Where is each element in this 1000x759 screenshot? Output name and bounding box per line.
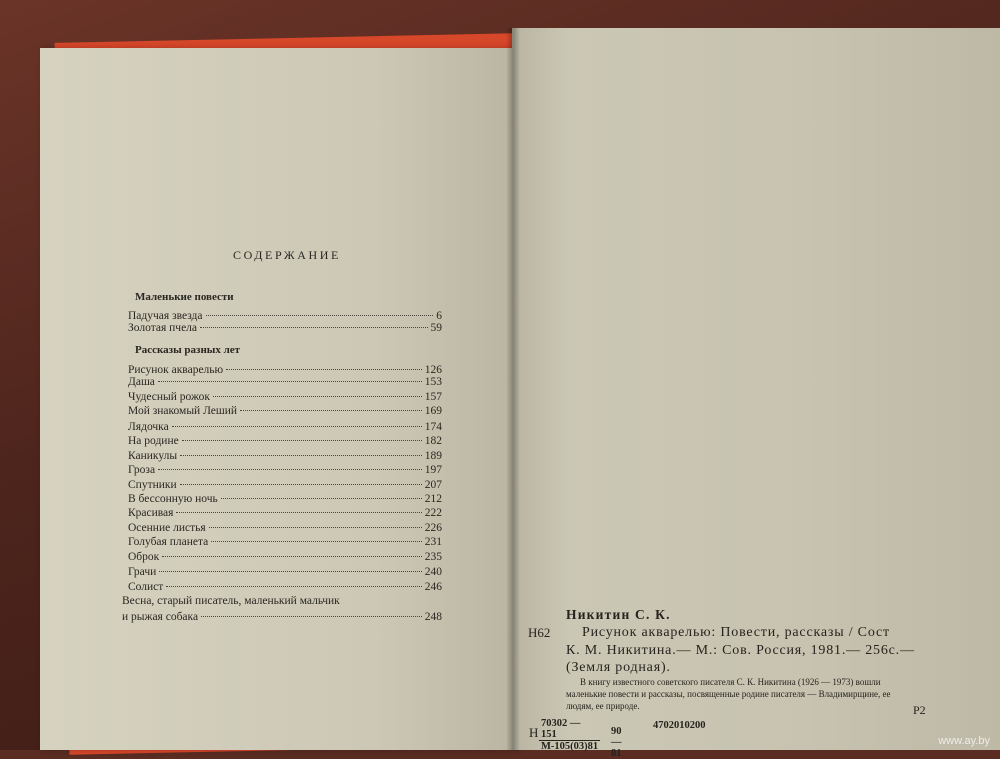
- annotation: [566, 676, 946, 712]
- code-numerator: 70302 — 151: [539, 718, 600, 741]
- toc-entry-page: 197: [424, 464, 442, 476]
- code-denominator: М-105(03)81: [541, 741, 599, 752]
- toc-entry: [128, 534, 442, 550]
- toc-entry: [128, 549, 442, 565]
- dot-leader: [226, 369, 422, 370]
- toc-entry: [128, 433, 442, 449]
- dot-leader: [158, 381, 422, 382]
- dot-leader: [206, 315, 434, 316]
- toc-entry: [128, 403, 442, 419]
- toc-entry-page: 240: [424, 566, 442, 578]
- bib-line: (Земля родная).: [566, 660, 671, 675]
- dot-leader: [240, 410, 422, 411]
- toc-entry-page: 182: [424, 435, 442, 447]
- toc-entry-title: Солист: [128, 581, 164, 593]
- toc-entry-title: Гроза: [128, 464, 156, 476]
- dot-leader: [201, 616, 422, 617]
- toc-entry-page: 222: [424, 507, 442, 519]
- code-number: 4702010200: [653, 720, 706, 731]
- classification-code: Р2: [913, 703, 926, 717]
- binding-stitch: [512, 300, 514, 306]
- annotation-line: маленькие повести и рассказы, посвященные родине писателя — Владимирщине, ее: [566, 689, 891, 699]
- toc-entry-page: 212: [424, 493, 442, 505]
- bibliographic-description: [566, 624, 962, 677]
- dot-leader: [180, 455, 422, 456]
- toc-entry-title: Грачи: [128, 566, 157, 578]
- book-gutter: [506, 28, 520, 750]
- dot-leader: [158, 469, 422, 470]
- dot-leader: [180, 484, 422, 485]
- toc-entry-title: Рисунок акварелью: [128, 364, 224, 376]
- library-code: Н62: [528, 625, 551, 640]
- toc-entry-page: 157: [424, 391, 442, 403]
- toc-entry-page: 246: [424, 581, 442, 593]
- toc-entry-page: 235: [424, 551, 442, 563]
- toc-entry: [122, 609, 442, 625]
- toc-entry-title: Лядочка: [128, 421, 169, 433]
- section-heading: Рассказы разных лет: [135, 344, 241, 356]
- toc-entry-page: 189: [424, 450, 442, 462]
- annotation-line: людям, ее природе.: [566, 701, 640, 711]
- toc-entry: [128, 579, 442, 595]
- toc-entry-title-line1: Весна, старый писатель, маленький мальчик: [122, 595, 340, 607]
- toc-entry-title: Красивая: [128, 507, 174, 519]
- toc-entry-title: Мой знакомый Леший: [128, 405, 238, 417]
- binding-stitch: [512, 120, 514, 126]
- dot-leader: [159, 571, 421, 572]
- toc-entry: [128, 374, 442, 390]
- toc-entry-title: Чудесный рожок: [128, 391, 210, 403]
- toc-entry-page: 169: [424, 405, 442, 417]
- toc-entry-page: 226: [424, 522, 442, 534]
- toc-entry-title: Осенние листья: [128, 522, 206, 534]
- toc-entry-title: Падучая звезда: [128, 310, 203, 322]
- toc-entry: [128, 505, 442, 521]
- dot-leader: [182, 440, 422, 441]
- toc-entry-page: 6: [436, 310, 442, 322]
- toc-entry-page: 153: [424, 376, 442, 388]
- toc-title: СОДЕРЖАНИЕ: [233, 248, 341, 262]
- binding-stitch: [512, 480, 514, 486]
- dot-leader: [172, 426, 422, 427]
- section-heading: Маленькие повести: [135, 291, 234, 303]
- toc-entry-title-line2: и рыжая собака: [122, 611, 199, 623]
- toc-entry-title: Даша: [128, 376, 155, 388]
- dot-leader: [213, 396, 422, 397]
- binding-stitch: [512, 660, 514, 666]
- bib-line: Рисунок акварелью: Повести, рассказы / Сост: [582, 625, 890, 640]
- toc-entry-page: 59: [430, 322, 442, 334]
- toc-entry-page: 126: [424, 364, 442, 376]
- toc-entry: [128, 462, 442, 478]
- code-fraction: [539, 718, 600, 752]
- dot-leader: [166, 586, 421, 587]
- toc-entry-title: Оброк: [128, 551, 160, 563]
- code-letter: Н: [529, 725, 539, 740]
- dot-leader: [200, 327, 427, 328]
- toc-entry-page: 174: [424, 421, 442, 433]
- dot-leader: [209, 527, 422, 528]
- code-middle: 90 — 81: [611, 726, 622, 759]
- dot-leader: [176, 512, 421, 513]
- toc-entry-page: 248: [424, 611, 442, 623]
- catalog-author: Никитин С. К.: [566, 607, 671, 622]
- bib-line: К. М. Никитина.— М.: Сов. Россия, 1981.— 256с.—: [566, 642, 915, 658]
- dot-leader: [221, 498, 422, 499]
- dot-leader: [162, 556, 422, 557]
- toc-entry-title: Каникулы: [128, 450, 178, 462]
- toc-entry-title: Спутники: [128, 479, 177, 491]
- toc-entry-page: 207: [424, 479, 442, 491]
- toc-entry-title: На родине: [128, 435, 179, 447]
- dot-leader: [211, 541, 422, 542]
- toc-entry-page: 231: [424, 536, 442, 548]
- toc-entry-title: В бессонную ночь: [128, 493, 218, 505]
- toc-entry-title: Голубая планета: [128, 536, 209, 548]
- toc-entry: [128, 564, 442, 580]
- toc-entry-title: Золотая пчела: [128, 322, 198, 334]
- toc-entry: [128, 320, 442, 336]
- annotation-line: В книгу известного советского писателя С. К. Никитина (1926 — 1973) вошли: [580, 677, 881, 687]
- watermark: www.ay.by: [938, 735, 990, 747]
